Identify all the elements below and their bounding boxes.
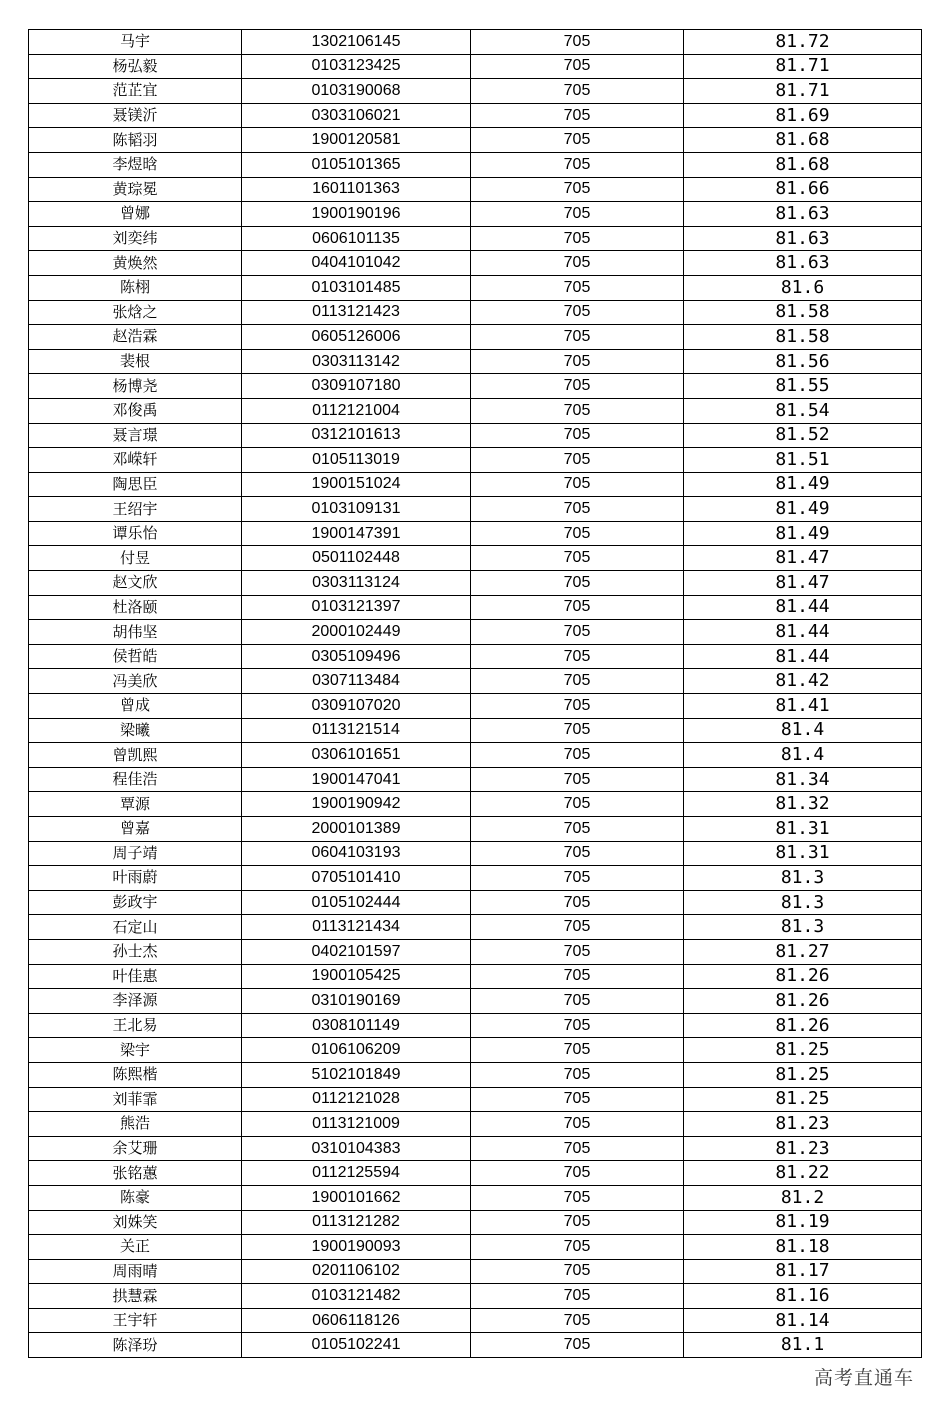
code-cell: 705 — [471, 669, 684, 694]
name-cell: 杨弘毅 — [29, 54, 242, 79]
table-row — [29, 177, 922, 202]
code-cell: 705 — [471, 989, 684, 1014]
code-cell: 705 — [471, 349, 684, 374]
score-cell: 81.31 — [684, 841, 922, 866]
name-cell: 王绍宇 — [29, 497, 242, 522]
name-cell: 曾娜 — [29, 202, 242, 227]
code-cell: 705 — [471, 595, 684, 620]
name-cell: 石定山 — [29, 915, 242, 940]
name-cell: 胡伟坚 — [29, 620, 242, 645]
table-row — [29, 767, 922, 792]
score-cell: 81.72 — [684, 30, 922, 55]
code-cell: 705 — [471, 1333, 684, 1358]
table-row — [29, 1013, 922, 1038]
code-cell: 705 — [471, 79, 684, 104]
score-cell: 81.4 — [684, 718, 922, 743]
score-cell: 81.52 — [684, 423, 922, 448]
score-cell: 81.68 — [684, 152, 922, 177]
name-cell: 曾凯熙 — [29, 743, 242, 768]
score-cell: 81.55 — [684, 374, 922, 399]
name-cell: 王北易 — [29, 1013, 242, 1038]
name-cell: 陶思臣 — [29, 472, 242, 497]
score-cell: 81.41 — [684, 694, 922, 719]
table-row — [29, 423, 922, 448]
code-cell: 705 — [471, 448, 684, 473]
score-cell: 81.44 — [684, 595, 922, 620]
code-cell: 705 — [471, 1013, 684, 1038]
code-cell: 705 — [471, 964, 684, 989]
score-cell: 81.34 — [684, 767, 922, 792]
name-cell: 王宇轩 — [29, 1308, 242, 1333]
id-cell: 1900105425 — [242, 964, 471, 989]
score-cell: 81.47 — [684, 571, 922, 596]
name-cell: 拱慧霖 — [29, 1284, 242, 1309]
score-cell: 81.18 — [684, 1235, 922, 1260]
name-cell: 陈栩 — [29, 275, 242, 300]
score-cell: 81.58 — [684, 300, 922, 325]
table-row — [29, 472, 922, 497]
score-cell: 81.6 — [684, 275, 922, 300]
score-cell: 81.32 — [684, 792, 922, 817]
table-row — [29, 915, 922, 940]
table-row — [29, 152, 922, 177]
id-cell: 0105102444 — [242, 890, 471, 915]
id-cell: 0103123425 — [242, 54, 471, 79]
name-cell: 关正 — [29, 1235, 242, 1260]
id-cell: 0303113124 — [242, 571, 471, 596]
id-cell: 0604103193 — [242, 841, 471, 866]
name-cell: 叶雨蔚 — [29, 866, 242, 891]
name-cell: 侯哲皓 — [29, 644, 242, 669]
id-cell: 0305109496 — [242, 644, 471, 669]
code-cell: 705 — [471, 841, 684, 866]
code-cell: 705 — [471, 1136, 684, 1161]
table-row — [29, 128, 922, 153]
id-cell: 0501102448 — [242, 546, 471, 571]
code-cell: 705 — [471, 743, 684, 768]
id-cell: 0402101597 — [242, 939, 471, 964]
name-cell: 李煜晗 — [29, 152, 242, 177]
code-cell: 705 — [471, 152, 684, 177]
code-cell: 705 — [471, 1038, 684, 1063]
table-row — [29, 1333, 922, 1358]
table-row — [29, 1235, 922, 1260]
code-cell: 705 — [471, 767, 684, 792]
name-cell: 邓俊禹 — [29, 398, 242, 423]
code-cell: 705 — [471, 694, 684, 719]
code-cell: 705 — [471, 718, 684, 743]
score-cell: 81.1 — [684, 1333, 922, 1358]
table-row — [29, 1284, 922, 1309]
name-cell: 范芷宜 — [29, 79, 242, 104]
name-cell: 陈泽玢 — [29, 1333, 242, 1358]
name-cell: 叶佳惠 — [29, 964, 242, 989]
name-cell: 聂镁沂 — [29, 103, 242, 128]
table-row — [29, 644, 922, 669]
code-cell: 705 — [471, 398, 684, 423]
score-cell: 81.49 — [684, 521, 922, 546]
table-row — [29, 54, 922, 79]
name-cell: 余艾珊 — [29, 1136, 242, 1161]
score-cell: 81.58 — [684, 325, 922, 350]
name-cell: 付昱 — [29, 546, 242, 571]
table-row — [29, 571, 922, 596]
table-row — [29, 300, 922, 325]
id-cell: 0103109131 — [242, 497, 471, 522]
id-cell: 0103101485 — [242, 275, 471, 300]
score-cell: 81.26 — [684, 989, 922, 1014]
code-cell: 705 — [471, 1161, 684, 1186]
name-cell: 孙士杰 — [29, 939, 242, 964]
name-cell: 程佳浩 — [29, 767, 242, 792]
score-cell: 81.17 — [684, 1259, 922, 1284]
id-cell: 1302106145 — [242, 30, 471, 55]
table-row — [29, 448, 922, 473]
id-cell: 0309107180 — [242, 374, 471, 399]
table-body — [29, 30, 922, 1358]
table-row — [29, 202, 922, 227]
table-row — [29, 103, 922, 128]
table-row — [29, 620, 922, 645]
id-cell: 0103190068 — [242, 79, 471, 104]
name-cell: 杜洛颐 — [29, 595, 242, 620]
score-cell: 81.71 — [684, 54, 922, 79]
name-cell: 梁曦 — [29, 718, 242, 743]
id-cell: 0606118126 — [242, 1308, 471, 1333]
code-cell: 705 — [471, 103, 684, 128]
table-row — [29, 1136, 922, 1161]
score-cell: 81.47 — [684, 546, 922, 571]
id-cell: 1900190093 — [242, 1235, 471, 1260]
code-cell: 705 — [471, 1185, 684, 1210]
score-cell: 81.71 — [684, 79, 922, 104]
id-cell: 2000102449 — [242, 620, 471, 645]
table-row — [29, 325, 922, 350]
score-cell: 81.3 — [684, 890, 922, 915]
name-cell: 李泽源 — [29, 989, 242, 1014]
id-cell: 0308101149 — [242, 1013, 471, 1038]
id-cell: 2000101389 — [242, 817, 471, 842]
code-cell: 705 — [471, 890, 684, 915]
id-cell: 0303106021 — [242, 103, 471, 128]
table-row — [29, 964, 922, 989]
name-cell: 刘奕纬 — [29, 226, 242, 251]
name-cell: 熊浩 — [29, 1112, 242, 1137]
id-cell: 0309107020 — [242, 694, 471, 719]
id-cell: 1900147041 — [242, 767, 471, 792]
name-cell: 杨博尧 — [29, 374, 242, 399]
score-cell: 81.25 — [684, 1062, 922, 1087]
score-cell: 81.54 — [684, 398, 922, 423]
code-cell: 705 — [471, 1235, 684, 1260]
table-row — [29, 546, 922, 571]
id-cell: 0312101613 — [242, 423, 471, 448]
name-cell: 陈熙楷 — [29, 1062, 242, 1087]
table-row — [29, 817, 922, 842]
code-cell: 705 — [471, 939, 684, 964]
score-cell: 81.19 — [684, 1210, 922, 1235]
id-cell: 0306101651 — [242, 743, 471, 768]
id-cell: 1900151024 — [242, 472, 471, 497]
id-cell: 0105102241 — [242, 1333, 471, 1358]
table-row — [29, 497, 922, 522]
code-cell: 705 — [471, 620, 684, 645]
id-cell: 0606101135 — [242, 226, 471, 251]
name-cell: 赵文欣 — [29, 571, 242, 596]
name-cell: 周子靖 — [29, 841, 242, 866]
table-row — [29, 1210, 922, 1235]
id-cell: 0201106102 — [242, 1259, 471, 1284]
score-cell: 81.26 — [684, 1013, 922, 1038]
table-row — [29, 275, 922, 300]
table-row — [29, 890, 922, 915]
code-cell: 705 — [471, 1284, 684, 1309]
score-cell: 81.4 — [684, 743, 922, 768]
code-cell: 705 — [471, 1087, 684, 1112]
name-cell: 刘菲霏 — [29, 1087, 242, 1112]
code-cell: 705 — [471, 374, 684, 399]
score-cell: 81.66 — [684, 177, 922, 202]
code-cell: 705 — [471, 30, 684, 55]
id-cell: 0106106209 — [242, 1038, 471, 1063]
id-cell: 0105101365 — [242, 152, 471, 177]
table-row — [29, 521, 922, 546]
code-cell: 705 — [471, 300, 684, 325]
score-cell: 81.23 — [684, 1136, 922, 1161]
code-cell: 705 — [471, 202, 684, 227]
id-cell: 1900147391 — [242, 521, 471, 546]
code-cell: 705 — [471, 1308, 684, 1333]
id-cell: 1900190942 — [242, 792, 471, 817]
watermark-text: 高考直通车 — [812, 1363, 916, 1390]
table-row — [29, 792, 922, 817]
code-cell: 705 — [471, 226, 684, 251]
score-cell: 81.63 — [684, 202, 922, 227]
table-row — [29, 349, 922, 374]
code-cell: 705 — [471, 128, 684, 153]
score-cell: 81.25 — [684, 1038, 922, 1063]
name-cell: 聂言璟 — [29, 423, 242, 448]
id-cell: 0605126006 — [242, 325, 471, 350]
name-cell: 彭政宇 — [29, 890, 242, 915]
score-cell: 81.44 — [684, 644, 922, 669]
code-cell: 705 — [471, 1062, 684, 1087]
name-cell: 曾嘉 — [29, 817, 242, 842]
score-cell: 81.3 — [684, 915, 922, 940]
score-cell: 81.25 — [684, 1087, 922, 1112]
code-cell: 705 — [471, 275, 684, 300]
score-cell: 81.42 — [684, 669, 922, 694]
score-cell: 81.31 — [684, 817, 922, 842]
code-cell: 705 — [471, 571, 684, 596]
id-cell: 1900120581 — [242, 128, 471, 153]
score-cell: 81.16 — [684, 1284, 922, 1309]
table-row — [29, 841, 922, 866]
table-row — [29, 939, 922, 964]
name-cell: 曾成 — [29, 694, 242, 719]
id-cell: 0113121423 — [242, 300, 471, 325]
id-cell: 0103121482 — [242, 1284, 471, 1309]
name-cell: 黄焕然 — [29, 251, 242, 276]
score-cell: 81.49 — [684, 497, 922, 522]
score-cell: 81.23 — [684, 1112, 922, 1137]
id-cell: 0112121004 — [242, 398, 471, 423]
id-cell: 0103121397 — [242, 595, 471, 620]
code-cell: 705 — [471, 644, 684, 669]
name-cell: 黄琮冕 — [29, 177, 242, 202]
table-row — [29, 1308, 922, 1333]
id-cell: 1601101363 — [242, 177, 471, 202]
code-cell: 705 — [471, 521, 684, 546]
id-cell: 0105113019 — [242, 448, 471, 473]
code-cell: 705 — [471, 792, 684, 817]
score-cell: 81.68 — [684, 128, 922, 153]
score-cell: 81.22 — [684, 1161, 922, 1186]
id-cell: 0310190169 — [242, 989, 471, 1014]
code-cell: 705 — [471, 1112, 684, 1137]
id-cell: 0113121514 — [242, 718, 471, 743]
name-cell: 张焓之 — [29, 300, 242, 325]
table-row — [29, 1259, 922, 1284]
id-cell: 0303113142 — [242, 349, 471, 374]
name-cell: 刘姝笑 — [29, 1210, 242, 1235]
table-row — [29, 595, 922, 620]
id-cell: 0113121009 — [242, 1112, 471, 1137]
table-row — [29, 694, 922, 719]
table-row — [29, 374, 922, 399]
table-row — [29, 1038, 922, 1063]
table-row — [29, 226, 922, 251]
code-cell: 705 — [471, 472, 684, 497]
name-cell: 冯美欣 — [29, 669, 242, 694]
id-cell: 0112125594 — [242, 1161, 471, 1186]
id-cell: 0310104383 — [242, 1136, 471, 1161]
code-cell: 705 — [471, 915, 684, 940]
score-cell: 81.14 — [684, 1308, 922, 1333]
code-cell: 705 — [471, 177, 684, 202]
score-cell: 81.26 — [684, 964, 922, 989]
table-row — [29, 866, 922, 891]
score-cell: 81.56 — [684, 349, 922, 374]
id-cell: 1900101662 — [242, 1185, 471, 1210]
id-cell: 0404101042 — [242, 251, 471, 276]
table-row — [29, 1087, 922, 1112]
name-cell: 马宇 — [29, 30, 242, 55]
code-cell: 705 — [471, 817, 684, 842]
code-cell: 705 — [471, 866, 684, 891]
table-row — [29, 398, 922, 423]
score-cell: 81.51 — [684, 448, 922, 473]
table-row — [29, 989, 922, 1014]
score-cell: 81.27 — [684, 939, 922, 964]
table-row — [29, 79, 922, 104]
table-row — [29, 1062, 922, 1087]
code-cell: 705 — [471, 1210, 684, 1235]
score-cell: 81.3 — [684, 866, 922, 891]
name-cell: 赵浩霖 — [29, 325, 242, 350]
code-cell: 705 — [471, 497, 684, 522]
name-cell: 陈韬羽 — [29, 128, 242, 153]
name-cell: 张铭蕙 — [29, 1161, 242, 1186]
name-cell: 周雨晴 — [29, 1259, 242, 1284]
score-cell: 81.63 — [684, 226, 922, 251]
score-table — [28, 29, 922, 1358]
id-cell: 5102101849 — [242, 1062, 471, 1087]
table-row — [29, 251, 922, 276]
table-row — [29, 1185, 922, 1210]
code-cell: 705 — [471, 54, 684, 79]
code-cell: 705 — [471, 251, 684, 276]
table-row — [29, 718, 922, 743]
code-cell: 705 — [471, 423, 684, 448]
name-cell: 覃源 — [29, 792, 242, 817]
score-cell: 81.69 — [684, 103, 922, 128]
score-cell: 81.49 — [684, 472, 922, 497]
code-cell: 705 — [471, 546, 684, 571]
code-cell: 705 — [471, 1259, 684, 1284]
id-cell: 0113121282 — [242, 1210, 471, 1235]
table-row — [29, 1161, 922, 1186]
id-cell: 0307113484 — [242, 669, 471, 694]
score-cell: 81.63 — [684, 251, 922, 276]
score-cell: 81.2 — [684, 1185, 922, 1210]
name-cell: 梁宇 — [29, 1038, 242, 1063]
table-row — [29, 30, 922, 55]
name-cell: 裴根 — [29, 349, 242, 374]
table-row — [29, 1112, 922, 1137]
name-cell: 谭乐怡 — [29, 521, 242, 546]
id-cell: 0705101410 — [242, 866, 471, 891]
name-cell: 邓嵘轩 — [29, 448, 242, 473]
id-cell: 0113121434 — [242, 915, 471, 940]
code-cell: 705 — [471, 325, 684, 350]
id-cell: 0112121028 — [242, 1087, 471, 1112]
name-cell: 陈豪 — [29, 1185, 242, 1210]
table-row — [29, 743, 922, 768]
table-row — [29, 669, 922, 694]
score-cell: 81.44 — [684, 620, 922, 645]
id-cell: 1900190196 — [242, 202, 471, 227]
